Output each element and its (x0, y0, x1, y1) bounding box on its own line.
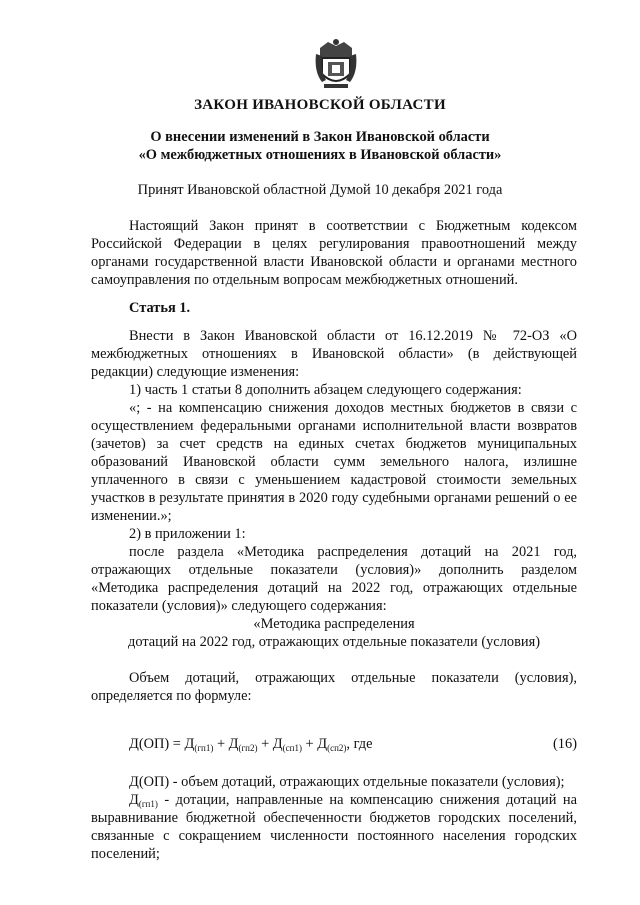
definition-2: $Д_{(гп1)}$ - дотации, направленные на компенсацию снижения дотаций на выравнивание бюджетной обеспеченности бюджетов городских поселений, связанные с сокращением численности постоянного населения городских поселений; (91, 792, 577, 862)
coat-of-arms-icon (314, 38, 358, 92)
formula-line (91, 735, 577, 753)
preamble-paragraph: Настоящий Закон принят в соответствии с Бюджетным кодексом Российской Федерации в целях регулирования правоотношений между органами государственной власти Ивановской области и органами местного самоуправления по отдельным вопросам межбюджетных отношений. (91, 218, 577, 288)
item-1-quote: «; - на компенсацию снижения доходов местных бюджетов в связи с осуществлением федеральными органами исполнительной власти возвратов (зачетов) за счет средств на единых счетах бюджетов муниципальных образований Ивановской области сумм земельного налога, излишне уплаченного в связи с уменьшением кадастровой стоимости земельных участков в результате принятия в 2020 году судебными органами решений о ее изменении.»; (91, 400, 577, 524)
item-2: 2) в приложении 1: (129, 526, 246, 542)
article-heading: Статья 1. (129, 300, 191, 316)
definition-1: Д(ОП) - объем дотаций, отражающих отдельные показатели (условия); (129, 774, 565, 790)
subtitle-line-1: О внесении изменений в Закон Ивановской области (150, 129, 490, 145)
item-1: 1) часть 1 статьи 8 дополнить абзацем следующего содержания: (129, 382, 522, 398)
volume-paragraph: Объем дотаций, отражающих отдельные показатели (условия), определяется по формуле: (91, 670, 577, 704)
method-title-line-2: дотаций на 2022 год, отражающих отдельные показатели (условия) (128, 634, 540, 650)
method-title-line-1: «Методика распределения (253, 616, 415, 632)
subtitle-line-2: «О межбюджетных отношениях в Ивановской области» (138, 147, 502, 163)
formula: $Д(ОП) = Д_{(гп1)} + Д_{(гп2)} + Д_{(сп1)} + Д_{(сп2)}$, где (129, 736, 373, 753)
adoption-line: Принят Ивановской областной Думой 10 декабря 2021 года (137, 182, 503, 198)
document-body (91, 217, 577, 863)
formula-number: (16) (553, 736, 577, 752)
item-2-text: после раздела «Методика распределения дотаций на 2021 год, отражающих отдельные показатели (условия)» дополнить разделом «Методика распределения дотаций на 2022 год, отражающих отдельные показатели (условия)» следующего содержания: (91, 544, 577, 614)
document-subtitle (60, 128, 580, 164)
document-title: ЗАКОН ИВАНОВСКОЙ ОБЛАСТИ (194, 97, 446, 113)
intro-paragraph: Внести в Закон Ивановской области от 16.12.2019 № 72-ОЗ «О межбюджетных отношениях в Ивановской области» (в действующей редакции) следующие изменения: (91, 328, 577, 380)
